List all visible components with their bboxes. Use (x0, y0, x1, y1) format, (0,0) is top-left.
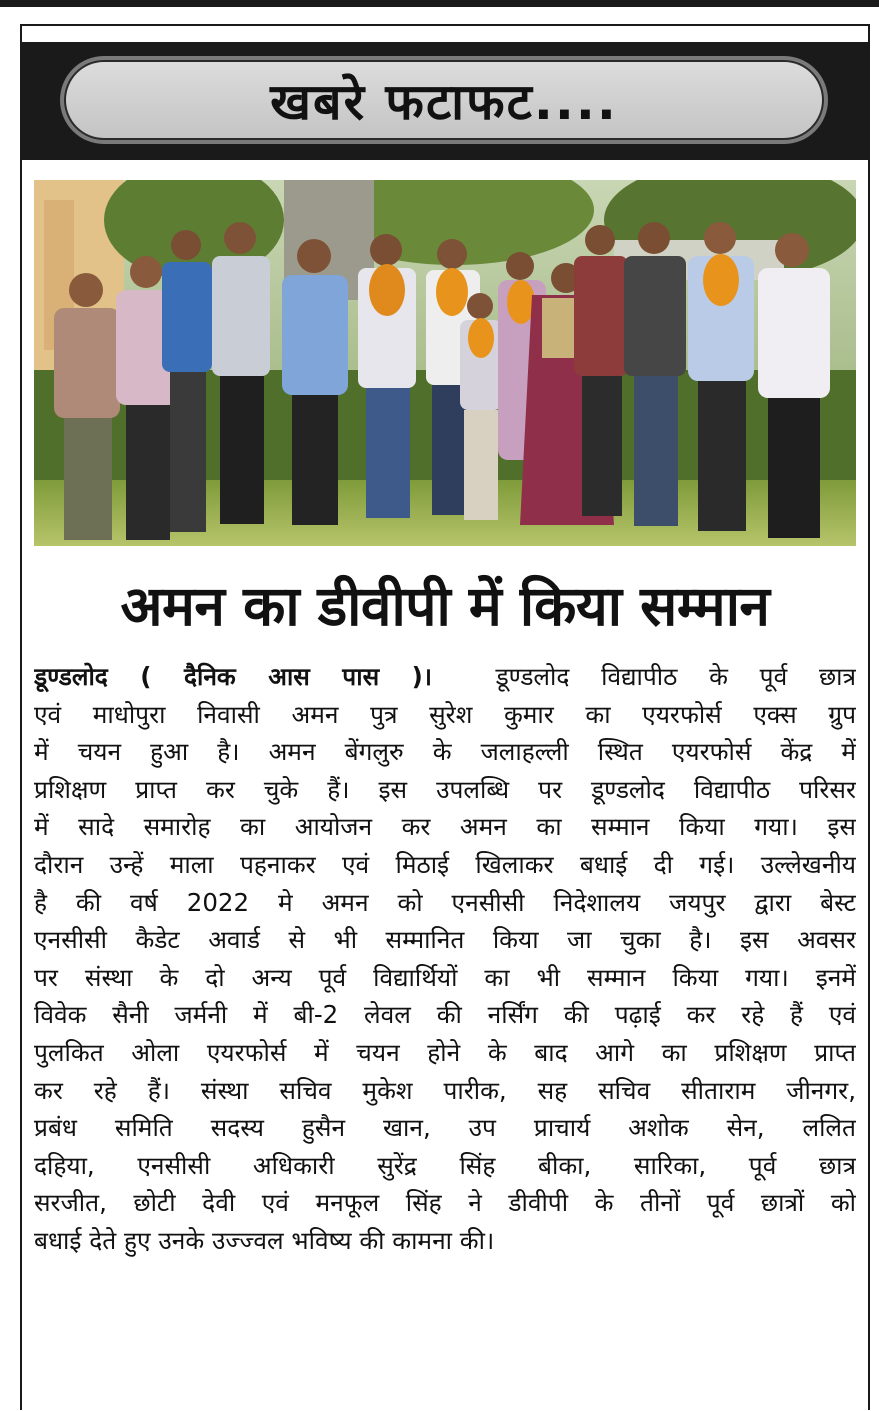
article-line: विवेक सैनी जर्मनी में बी-2 लेवल की नर्सिंग की पढ़ाई कर रहे हैं एवं (34, 1000, 856, 1030)
article-line: प्रशिक्षण प्राप्त कर चुके हैं। इस उपलब्धि पर डूण्डलोद विद्यापीठ परिसर (34, 774, 856, 804)
article-line: एवं माधोपुरा निवासी अमन पुत्र सुरेश कुमार का एयरफोर्स एक्स ग्रुप (34, 699, 856, 729)
top-rule (0, 0, 879, 7)
banner-title: खबरे फटाफट.... (270, 73, 618, 131)
article-line: में चयन हुआ है। अमन बेंगलुरु के जलाहल्ली स्थित एयरफोर्स केंद्र में (34, 737, 856, 767)
group-photo (34, 180, 856, 546)
article-line: कर रहे हैं। संस्था सचिव मुकेश पारीक, सह सचिव सीताराम जीनगर, (34, 1075, 856, 1105)
headline: अमन का डीवीपी में किया सम्मान (120, 574, 770, 638)
article-line: प्रबंध समिति सदस्य हुसैन खान, उप प्राचार्य अशोक सेन, ललित (34, 1113, 856, 1143)
section-banner (22, 42, 868, 160)
article-line: है की वर्ष 2022 मे अमन को एनसीसी निदेशालय जयपुर द्वारा बेस्ट (34, 887, 856, 917)
article-line: दहिया, एनसीसी अधिकारी सुरेंद्र सिंह बीका, सारिका, पूर्व छात्र (34, 1150, 856, 1180)
article-line: दौरान उन्हें माला पहनाकर एवं मिठाई खिलाकर बधाई दी गई। उल्लेखनीय (34, 849, 856, 879)
article-body (34, 658, 856, 1260)
group-photo-illustration (34, 180, 856, 546)
article-line: एनसीसी कैडेट अवार्ड से भी सम्मानित किया जा चुका है। इस अवसर (34, 925, 856, 955)
news-clipping (20, 24, 870, 1410)
article-line: पर संस्था के दो अन्य पूर्व विद्यार्थियों का भी सम्मान किया गया। इनमें (34, 962, 856, 992)
article-line: में सादे समारोह का आयोजन कर अमन का सम्मान किया गया। इस (34, 812, 856, 842)
article-line-0: डूण्डलोद विद्यापीठ के पूर्व छात्र (495, 662, 856, 691)
article-line-first (34, 658, 856, 696)
article-line: सरजीत, छोटी देवी एवं मनफूल सिंह ने डीवीपी के तीनों पूर्व छात्रों को (34, 1188, 856, 1218)
dateline: डूण्डलोद ( दैनिक आस पास )। (34, 662, 433, 691)
article-line-last: बधाई देते हुए उनके उज्ज्वल भविष्य की कामना की। (34, 1225, 495, 1255)
banner-inner (66, 62, 822, 138)
article-line: पुलकित ओला एयरफोर्स में चयन होने के बाद आगे का प्रशिक्षण प्राप्त (34, 1037, 856, 1067)
